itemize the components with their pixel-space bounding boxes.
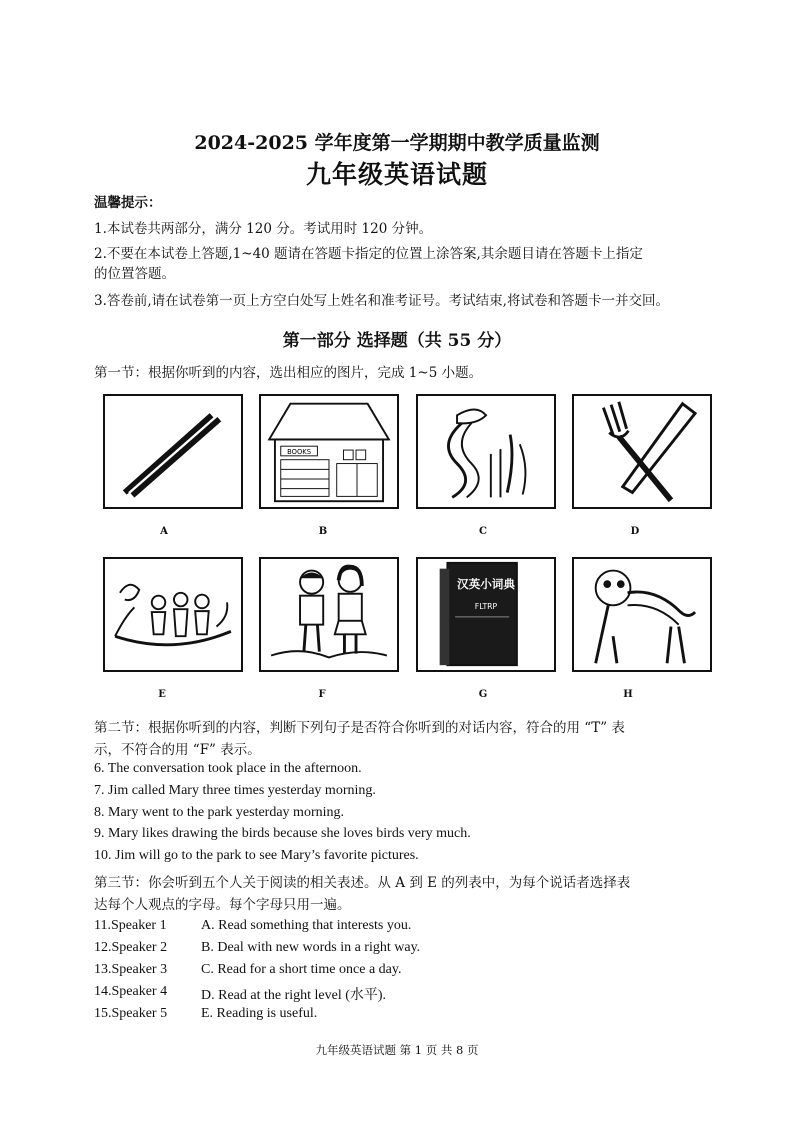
- lion-dance-icon: [574, 559, 710, 670]
- picture-a: [103, 394, 243, 509]
- picture-label-f: F: [318, 689, 326, 700]
- tips-item-2b: 的位置答题。: [94, 266, 175, 282]
- option-c: C. Read for a short time once a day.: [201, 962, 402, 977]
- picture-label-d: D: [630, 526, 640, 537]
- picture-c: [416, 394, 556, 509]
- speaker-15: 15.Speaker 5: [94, 1006, 168, 1021]
- picture-label-e: E: [158, 689, 166, 700]
- svg-text:汉英小词典: 汉英小词典: [457, 576, 515, 591]
- dragon-boat-icon: [105, 559, 241, 670]
- picture-label-h: H: [623, 689, 633, 700]
- exam-title-line2: 九年级英语试题: [305, 160, 488, 189]
- picture-e: [103, 557, 243, 672]
- picture-label-g: G: [478, 689, 488, 700]
- statement-8: 8. Mary went to the park yesterday morning.: [94, 805, 344, 820]
- fork-and-knife-icon: [574, 396, 710, 507]
- dragon-icon: [418, 396, 554, 507]
- svg-text:BOOKS: BOOKS: [287, 447, 312, 456]
- speaker-12: 12.Speaker 2: [94, 940, 168, 955]
- picture-g: [416, 557, 556, 672]
- tips-item-3: 3.答卷前,请在试卷第一页上方空白处写上姓名和准考证号。考试结束,将试卷和答题卡一并交回。: [94, 293, 669, 309]
- section2-instruction-b: 示，不符合的用 “F” 表示。: [94, 742, 261, 758]
- option-b: B. Deal with new words in a right way.: [201, 940, 421, 955]
- speaker-14: 14.Speaker 4: [94, 984, 168, 999]
- page-footer: 九年级英语试题 第 1 页 共 8 页: [315, 1043, 479, 1057]
- statement-6: 6. The conversation took place in the afternoon.: [94, 761, 362, 776]
- picture-label-b: B: [318, 526, 328, 537]
- statement-9: 9. Mary likes drawing the birds because she loves birds very much.: [94, 826, 471, 841]
- picture-label-a: A: [160, 526, 168, 537]
- section3-instruction-a: 第三节：你会听到五个人关于阅读的相关表述。从 A 到 E 的列表中，为每个说话者选择表: [94, 875, 631, 891]
- dictionary-icon: [418, 559, 554, 670]
- section3-instruction-b: 达每个人观点的字母。每个字母只用一遍。: [94, 897, 351, 913]
- exam-title-line1: 2024-2025 学年度第一学期期中教学质量监测: [194, 132, 600, 154]
- students-icon: [261, 559, 397, 670]
- picture-b: [259, 394, 399, 509]
- tips-item-1: 1.本试卷共两部分，满分 120 分。考试用时 120 分钟。: [94, 221, 433, 237]
- picture-h: [572, 557, 712, 672]
- svg-text:FLTRP: FLTRP: [474, 602, 498, 612]
- section1-instruction: 第一节：根据你听到的内容，选出相应的图片，完成 1~5 小题。: [94, 365, 483, 381]
- picture-label-c: C: [479, 526, 487, 537]
- statement-10: 10. Jim will go to the park to see Mary’s favorite pictures.: [94, 848, 419, 863]
- option-d: D. Read at the right level (水平).: [201, 988, 387, 1003]
- section2-instruction-a: 第二节：根据你听到的内容，判断下列句子是否符合你听到的对话内容，符合的用 “T” 表: [94, 720, 625, 736]
- bookstore-icon: [261, 396, 397, 507]
- tips-heading: 温馨提示：: [94, 195, 162, 211]
- picture-d: [572, 394, 712, 509]
- tips-item-2a: 2.不要在本试卷上答题,1~40 题请在答题卡指定的位置上涂答案,其余题目请在答题卡上指定: [94, 246, 643, 262]
- statement-7: 7. Jim called Mary three times yesterday morning.: [94, 783, 376, 798]
- picture-f: [259, 557, 399, 672]
- option-e: E. Reading is useful.: [201, 1006, 318, 1021]
- chopsticks-icon: [105, 396, 241, 507]
- option-a: A. Read something that interests you.: [201, 918, 412, 933]
- speaker-11: 11.Speaker 1: [94, 918, 167, 933]
- part1-title: 第一部分 选择题（共 55 分）: [282, 331, 512, 351]
- speaker-13: 13.Speaker 3: [94, 962, 168, 977]
